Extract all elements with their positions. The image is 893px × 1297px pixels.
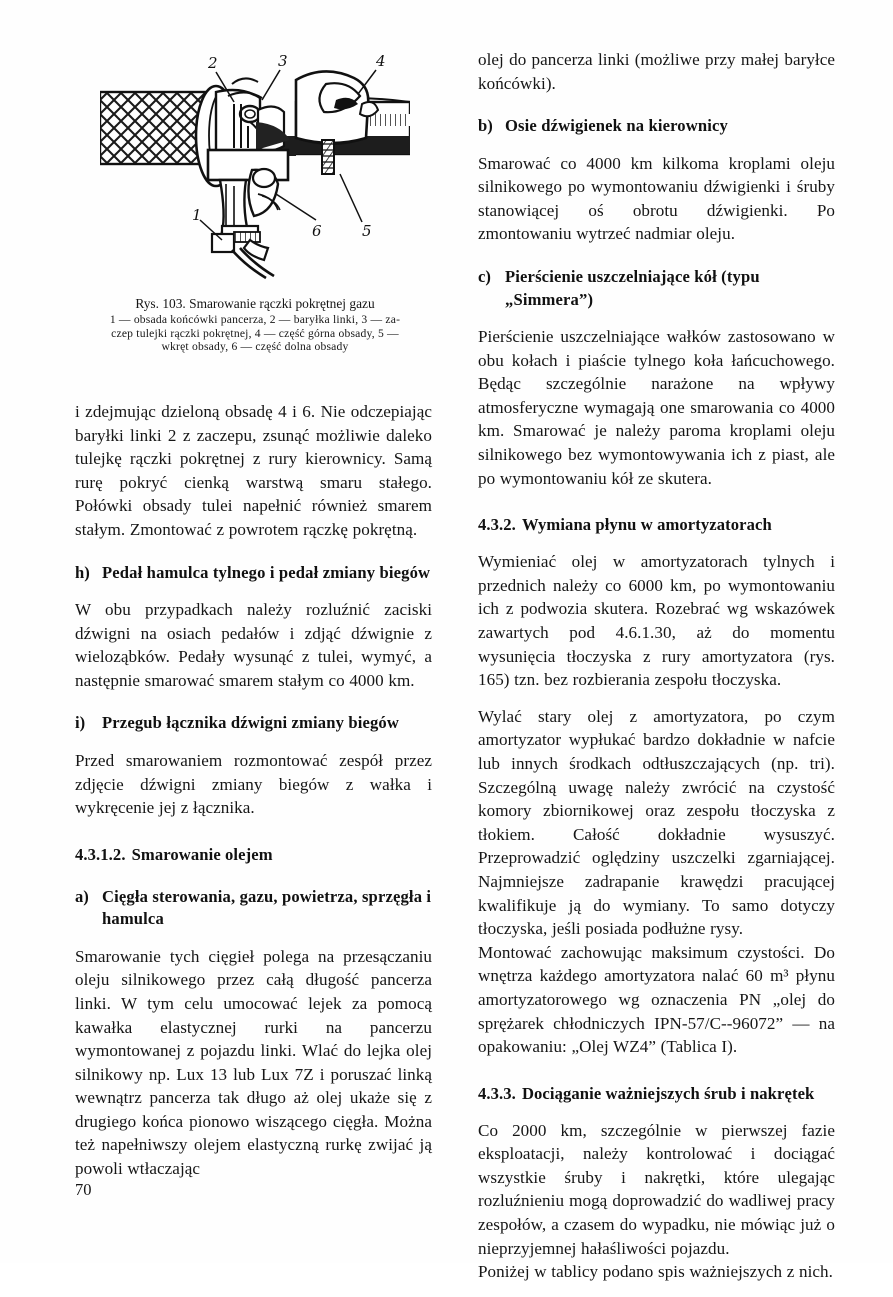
heading-4312-number: 4.3.1.2. xyxy=(75,844,126,864)
heading-b-marker: b) xyxy=(478,116,493,136)
paragraph-432-1: Wymieniać olej w amortyzatorach tylnych i przednich należy co 6000 km, po wymontowaniu ich z podwozia skutera. Rozebrać wg wskazówek zawartych pod 4.6.1.30, aż do momentu wysunięcia tłoczyska z rury amortyzatora (rys. 165) tzn. bez rozbierania zespołu tłoczyska. xyxy=(478,552,835,690)
heading-a-marker: a) xyxy=(75,886,89,906)
paragraph-c: Pierścienie uszczelniające wałków zastosowano w obu kołach i piaście tylnego koła łańcuchowego. Będąc szczególnie narażone na wpływy atmosferyczne wymagają one smarowania co 4000 km. Smarować je należy paroma kroplami oleju silnikowego bez wymontowywania ich z piast, ale po wymontowaniu kół ze skutera. xyxy=(478,327,835,488)
heading-i xyxy=(75,712,432,735)
heading-section-4-3-1-2 xyxy=(75,844,432,866)
paragraph-h: W obu przypadkach należy rozluźnić zaciski dźwigni na osiach pedałów i zdjąć dźwignie z wieloząbków. Pedały wysunąć z tulei, wymyć, a następnie smarować smarem stałym co 4000 km. xyxy=(75,600,432,690)
paragraph-a: Smarowanie tych cięgieł polega na przesączaniu oleju silnikowego przez całą długość pancerza linki. W tym celu umocować lejek za pomocą kawałka elastycznej rurki na pancerzu wymontowanej z pojazdu linki. Wlać do lejka olej silnikowy np. Lux 13 lub Lux 7Z i poruszać linką wewnątrz pancerza tak długo aż olej ukaże się z drugiego końca pionowo wiszącego cięgła. Można też napełniwszy olejem elastyczną rurkę zwijać ją powoli wtłaczając xyxy=(75,946,432,1179)
paragraph-432-3: Montować zachowując maksimum czystości. Do wnętrza każdego amortyzatora nalać 60 m³ płynu amortyzatorowego wg oznaczenia PN „olej do sprężarek chłodniczych IPN-57/C--96072” — na opakowaniu: „Olej WZ4” (Tablica I). xyxy=(478,942,835,1057)
heading-432-number: 4.3.2. xyxy=(478,515,516,535)
heading-433-title: Dociąganie ważniejszych śrub i nakrętek xyxy=(521,1083,815,1103)
heading-i-marker: i) xyxy=(75,713,86,733)
right-column xyxy=(478,48,835,1297)
svg-text:1: 1 xyxy=(192,206,202,224)
heading-c-text: Pierścienie uszczelniające kół (typu „Simmera”) xyxy=(505,267,760,309)
paragraph-433-1: Co 2000 km, szczególnie w pierwszej fazie eksploatacji, należy kontrolować i dociągać wszystkie śruby i nakrętki, które ulegając rozluźnieniu mogą doprowadzić do wadliwej pracy zespołów, a czasem do wypadku, nie mówiąc już o nieprzyjemnej hałaśliwości pojazdu. xyxy=(478,1120,835,1258)
heading-a-text: Cięgła sterowania, gazu, powietrza, sprzęgła i hamulca xyxy=(102,886,432,929)
heading-i-text: Przegub łącznika dźwigni zmiany biegów xyxy=(102,713,400,733)
paragraph-continued-right: olej do pancerza linki (możliwe przy małej baryłce końcówki). xyxy=(478,50,835,93)
heading-433-number: 4.3.3. xyxy=(478,1083,516,1103)
left-column xyxy=(75,400,432,1194)
paragraph-continued-left: i zdejmując dzieloną obsadę 4 i 6. Nie odczepiając baryłki linki 2 z zaczepu, zsunąć możliwie daleko tulejkę rączki pokrętnej z rury kierownicy. Samą rurę pokryć cienką warstwą smaru stałego. Połówki obsady tulei napełnić również smarem stałym. Zmontować z powrotem rączkę pokrętną. xyxy=(75,402,432,539)
figure-caption: Rys. 103. Smarowanie rączki pokrętnej gazu xyxy=(135,296,375,311)
heading-c-marker: c) xyxy=(478,267,491,287)
paragraph-432-2: Wylać stary olej z amortyzatora, po czym amortyzator wypłukać bardzo dokładnie w nafcie lub innych środkach odtłuszczających (np. tri). Szczególną uwagę należy zwrócić na czystość komory zbiornikowej oraz zespołu tłoczyska z tłokiem. Całość dokładnie wysuszyć. Przeprowadzić oględziny uszczelki zgarniającej. Najmniejsze zadrapanie krawędzi pracującej kwalifikuje ją do wymiany. To samo dotyczy tłoczyska, jeśli posiada podłużne rysy. xyxy=(478,706,835,939)
heading-b-text: Osie dźwigienek na kierownicy xyxy=(505,116,728,136)
heading-section-4-3-3 xyxy=(478,1083,835,1105)
heading-432-title: Wymiana płynu w amortyzatorach xyxy=(521,515,772,535)
paragraph-i: Przed smarowaniem rozmontować zespół przez zdjęcie dźwigni zmiany biegów z wałka i wykręcenie jej z łącznika. xyxy=(75,750,432,818)
heading-section-4-3-2 xyxy=(478,514,835,536)
svg-text:6: 6 xyxy=(312,222,322,240)
heading-4312-title: Smarowanie olejem xyxy=(131,844,273,864)
heading-a xyxy=(75,886,432,931)
heading-h-text: Pedał hamulca tylnego i pedał zmiany biegów xyxy=(102,562,431,582)
figure-legend-line-1: 1 — obsada końcówki pancerza, 2 — baryłka linki, 3 — za- xyxy=(109,313,401,326)
svg-text:2: 2 xyxy=(208,54,218,72)
svg-text:3: 3 xyxy=(278,52,288,70)
figure-legend-line-3: wkręt obsady, 6 — część dolna obsady xyxy=(161,340,349,354)
page-number: 70 xyxy=(75,1180,92,1199)
heading-h-marker: h) xyxy=(75,562,90,582)
svg-text:4: 4 xyxy=(376,52,386,70)
paragraph-b: Smarować co 4000 km kilkoma kroplami oleju silnikowego po wymontowaniu dźwigienki i śruby stanowiącej oś obrotu dźwigienki. Po zmontowaniu wytrzeć nadmiar oleju. xyxy=(478,153,835,244)
heading-b xyxy=(478,115,835,138)
heading-c xyxy=(478,266,835,311)
heading-h xyxy=(75,562,432,585)
paragraph-433-2: Poniżej w tablicy podano spis ważniejszych z nich. xyxy=(478,1262,833,1282)
svg-text:5: 5 xyxy=(362,222,372,240)
figure-legend-line-2: czep tulejki rączki pokrętnej, 4 — część górna obsady, 5 — xyxy=(111,326,399,340)
